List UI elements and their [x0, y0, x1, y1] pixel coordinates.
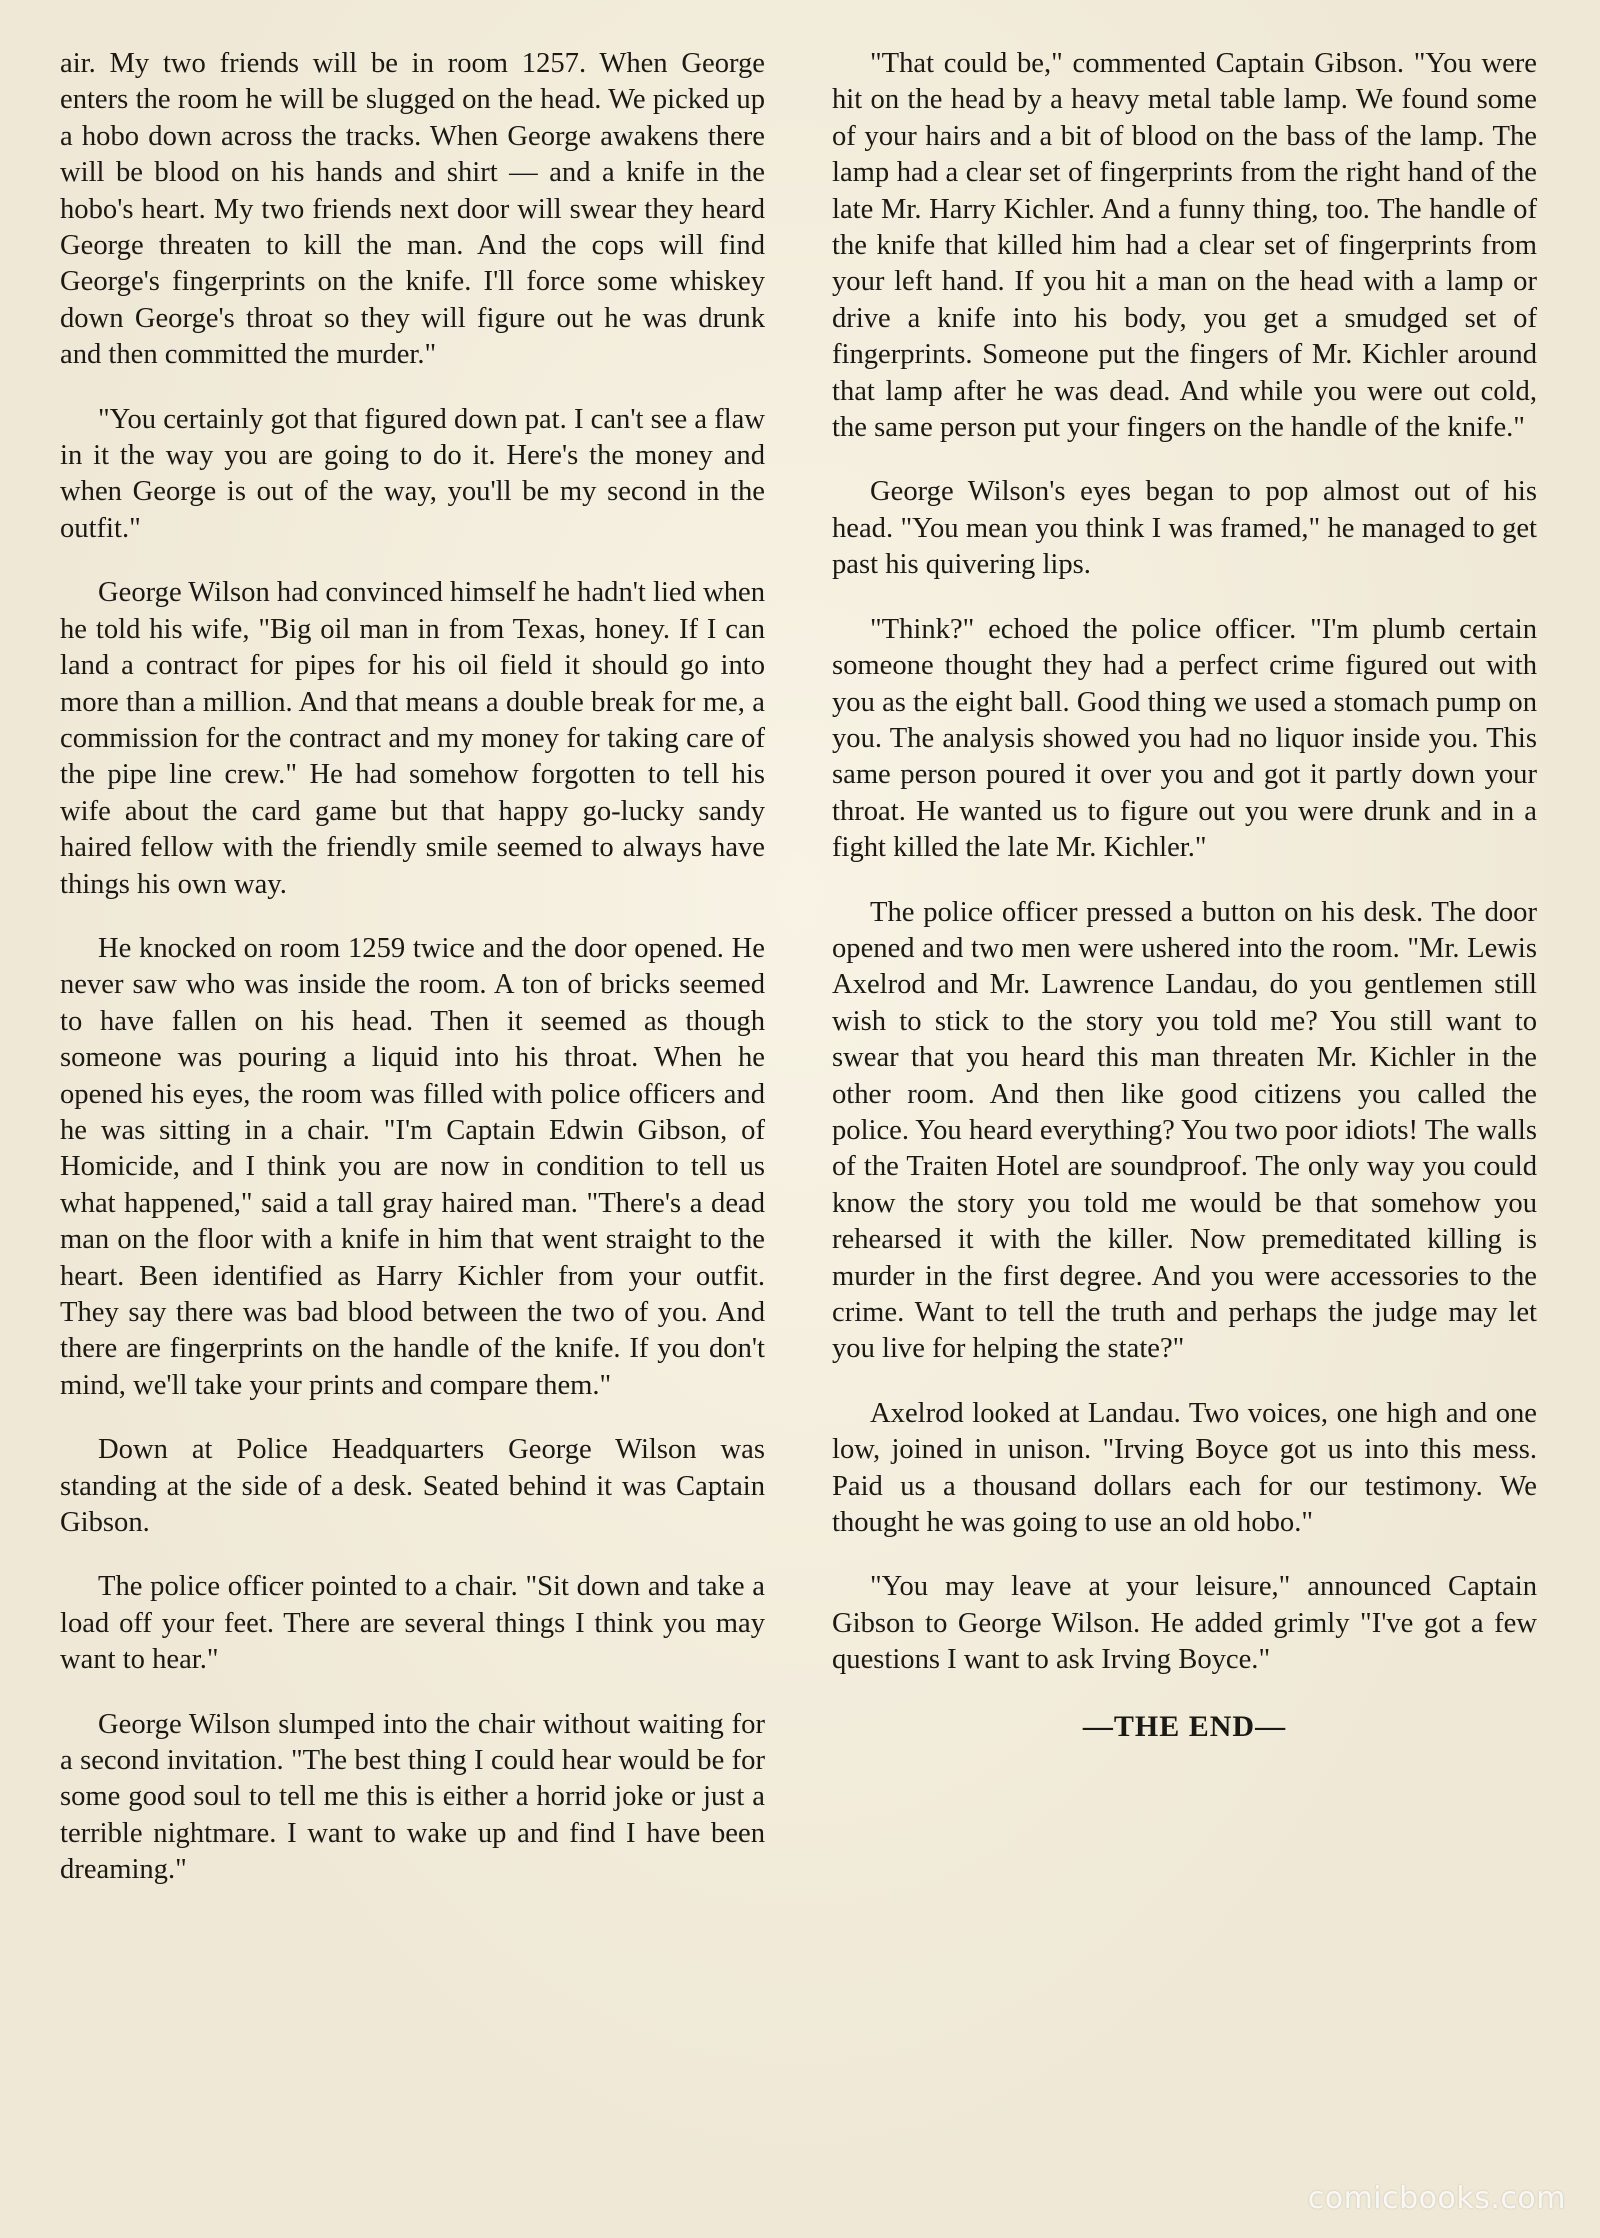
- watermark-text: comicbooks.com: [1307, 2181, 1566, 2216]
- paragraph: "You may leave at your leisure," announced Captain Gibson to George Wilson. He added grimly "I've got a few questions I want to ask Irving Boyce.": [832, 1571, 1537, 1676]
- paragraph: The police officer pressed a button on his desk. The door opened and two men were ushered into the room. "Mr. Lewis Axelrod and Mr. Lawrence Landau, do you gentlemen still wish to stick to the story you told me? You still want to swear that you heard this man threaten Mr. Kichler in the other room. And then like good citizens you called the police. You heard everything? You two poor idiots! The walls of the Traiten Hotel are soundproof. The only way you could know the story you told me would be that somehow you rehearsed it with the killer. Now premeditated killing is murder in the first degree. And you were accessories to the crime. Want to tell the truth and perhaps the judge may let you live for helping the state?": [832, 896, 1537, 1365]
- paragraph: Axelrod looked at Landau. Two voices, one high and one low, joined in unison. "Irving Boyce got us into this mess. Paid us a thousand dollars each for our testimony. We thought he was going to use an old hobo.": [832, 1397, 1537, 1539]
- paragraph: air. My two friends will be in room 1257. When George enters the room he will be slugged on the head. We picked up a hobo down across the tracks. When George awakens there will be blood on his hands and shirt — and a knife in the hobo's heart. My two friends next door will swear they heard George threaten to kill the man. And the cops will find George's fingerprints on the knife. I'll force some whiskey down George's throat so they will figure out he was drunk and then committed the murder.": [60, 48, 765, 371]
- paragraph: The police officer pointed to a chair. "Sit down and take a load off your feet. There are several things I think you may want to hear.": [60, 1571, 765, 1676]
- paragraph: "Think?" echoed the police officer. "I'm plumb certain someone thought they had a perfect crime figured out with you as the eight ball. Good thing we used a stomach pump on you. The analysis showed you had no liquor inside you. This same person poured it over you and got it partly down your throat. He wanted us to figure out you were drunk and in a fight killed the late Mr. Kichler.": [832, 613, 1537, 864]
- paragraph: George Wilson slumped into the chair without waiting for a second invitation. "The best thing I could hear would be for some good soul to tell me this is either a horrid joke or just a terrible nightmare. I want to wake up and find I have been dreaming.": [60, 1708, 765, 1886]
- right-column: [832, 46, 1537, 1745]
- left-column: [60, 46, 765, 1917]
- paragraph: George Wilson had convinced himself he hadn't lied when he told his wife, "Big oil man in from Texas, honey. If I can land a contract for pipes for his oil field it should go into more than a million. And that means a double break for me, a commission for the contract and my money for taking care of the pipe line crew." He had somehow forgotten to tell his wife about the card game but that happy go-lucky sandy haired fellow with the friendly smile seemed to always have things his own way.: [60, 577, 765, 900]
- paragraph: Down at Police Headquarters George Wilson was standing at the side of a desk. Seated behind it was Captain Gibson.: [60, 1434, 765, 1539]
- paragraph: George Wilson's eyes began to pop almost out of his head. "You mean you think I was framed," he managed to get past his quivering lips.: [832, 476, 1537, 581]
- paragraph: "You certainly got that figured down pat. I can't see a flaw in it the way you are going to do it. Here's the money and when George is out of the way, you'll be my second in the outfit.": [60, 403, 765, 544]
- paragraph: He knocked on room 1259 twice and the door opened. He never saw who was inside the room. A ton of bricks seemed to have fallen on his head. Then it seemed as though someone was pouring a liquid into his throat. When he opened his eyes, the room was filled with police officers and he was sitting in a chair. "I'm Captain Edwin Gibson, of Homicide, and I think you are now in condition to tell us what happened," said a tall gray haired man. "There's a dead man on the floor with a knife in him that went straight to the heart. Been identified as Harry Kichler from your outfit. They say there was bad blood between the two of you. And there are fingerprints on the handle of the knife. If you don't mind, we'll take your prints and compare them.": [60, 932, 765, 1401]
- paragraph: "That could be," commented Captain Gibson. "You were hit on the head by a heavy metal table lamp. We found some of your hairs and a bit of blood on the bass of the lamp. The lamp had a clear set of fingerprints from the right hand of the late Mr. Harry Kichler. And a funny thing, too. The handle of the knife that killed him had a clear set of fingerprints from your left hand. If you hit a man on the head with a lamp or drive a knife into his body, you get a smudged set of fingerprints. Someone put the fingers of Mr. Kichler around that lamp after he was dead. And while you were out cold, the same person put your fingers on the handle of the knife.": [832, 48, 1537, 444]
- the-end-marker: —THE END—: [1082, 1709, 1287, 1743]
